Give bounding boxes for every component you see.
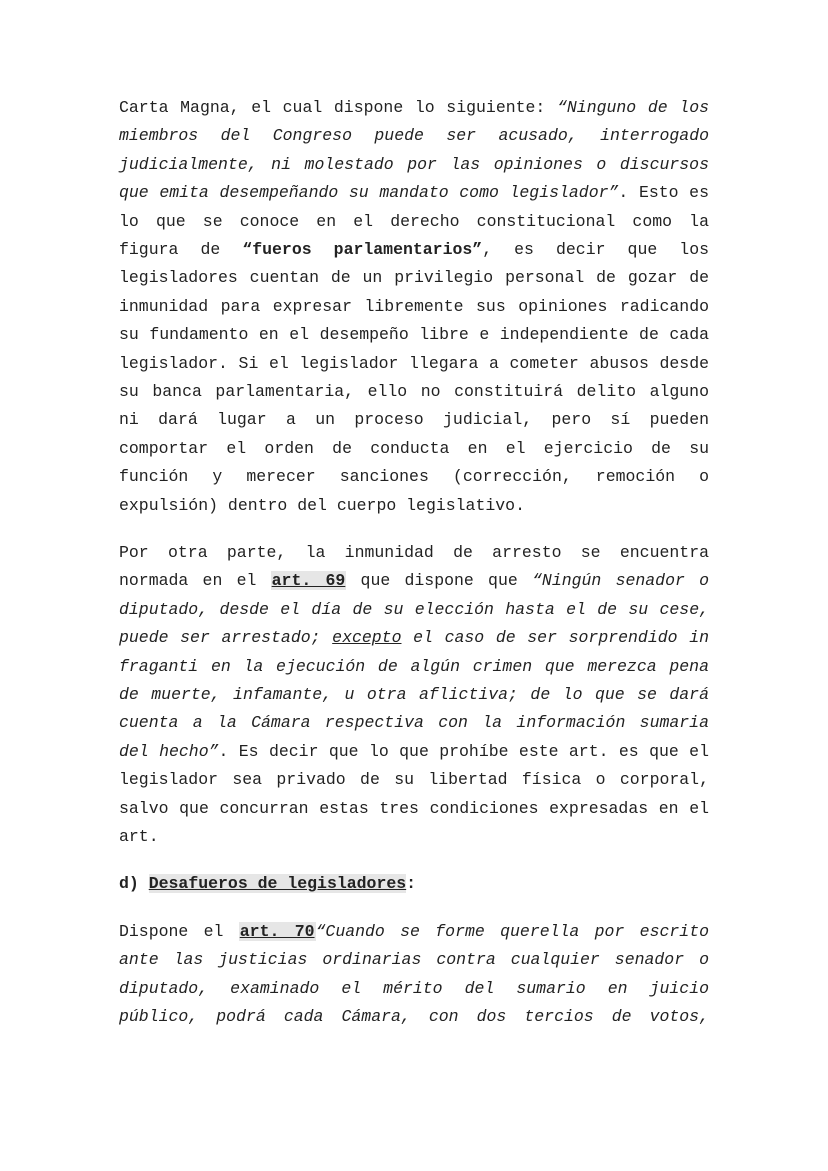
heading-prefix: d) <box>119 874 149 893</box>
para3-lead: Dispone el <box>119 922 239 941</box>
heading-title: Desafueros de legisladores <box>148 874 407 893</box>
article-69-reference: art. 69 <box>271 571 346 591</box>
section-heading-desafueros <box>119 870 709 898</box>
para2-quote-b: el caso de ser sorprendido in fraganti en la ejecución de algún crimen que merezca pena de muerte, infamante, u otra aflictiva; de lo que se dará cuenta a la Cámara respectiva con la información sumaria del hecho” <box>119 628 709 761</box>
para1-quote: “Ninguno de los miembros del Congreso puede ser acusado, interrogado judicialmente, ni molestado por las opiniones o discursos que emita desempeñando su mandato como legislador” <box>119 98 709 203</box>
para2-tail: . Es decir que lo que prohíbe este art. es que el legislador sea privado de su libertad física o corporal, salvo que concurran estas tres condiciones expresadas en el art. <box>119 741 709 847</box>
para2-lead: Por otra parte, la inmunidad de arresto se encuentra normada en el <box>119 543 709 591</box>
heading-suffix: : <box>406 874 417 893</box>
para1-lead: Carta Magna, el cual dispone lo siguiente: <box>119 98 557 117</box>
para2-mid: que dispone que <box>346 571 533 591</box>
para1-mid: . Esto es lo que se conoce en el derecho constitucional como la figura de <box>119 183 709 260</box>
para1-bold-term: “fueros parlamentarios” <box>242 240 483 260</box>
para2-quote-a: “Ningún senador o diputado, desde el día de su elección hasta el de su cese, puede ser arrestado; <box>119 571 710 648</box>
para2-quote-underlined: excepto <box>332 628 402 648</box>
paragraph-inmunidad-arresto <box>119 539 709 851</box>
paragraph-art-70 <box>119 918 709 1032</box>
paragraph-fueros-parlamentarios <box>119 94 709 520</box>
para1-tail: , es decir que los legisladores cuentan de un privilegio personal de gozar de inmunidad para expresar libremente sus opiniones radicando su fundamento en el desempeño libre e independiente de cada legislador. Si el legislador llegara a cometer abusos desde su banca parlamentaria, ello no constituirá delito alguno ni dará lugar a un proceso judicial, pero sí pueden comportar el orden de conducta en el ejercicio de su función y merecer sanciones (corrección, remoción o expulsión) dentro del cuerpo legislativo. <box>119 240 709 515</box>
para3-quote: “Cuando se forme querella por escrito ante las justicias ordinarias contra cualquier senador o diputado, examinado el mérito del sumario en juicio público, podrá cada Cámara, con dos tercios de votos, <box>119 922 709 1027</box>
article-70-reference: art. 70 <box>239 922 315 941</box>
